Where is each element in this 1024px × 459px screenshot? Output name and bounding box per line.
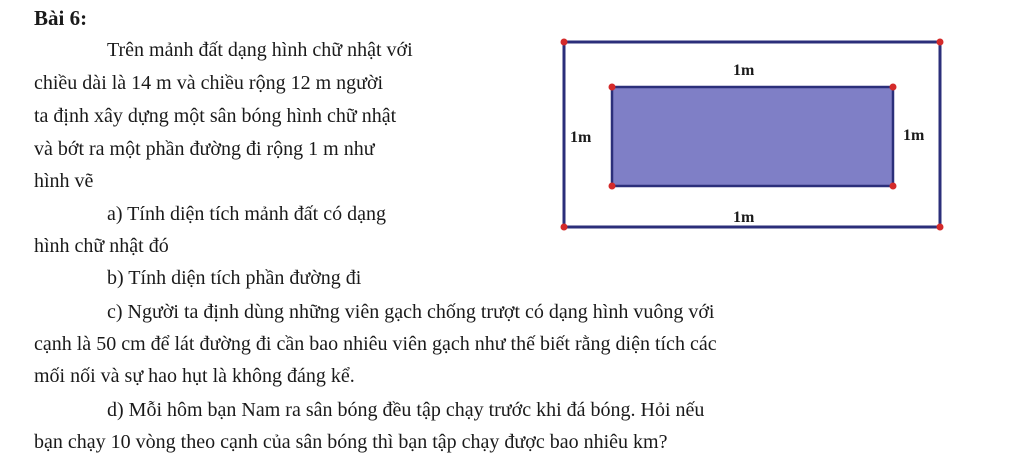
question-c-line-3: mối nối và sự hao hụt là không đáng kể. (34, 365, 355, 387)
inner-corner-point-br (890, 183, 897, 190)
text-line-3: ta định xây dựng một sân bóng hình chữ nhật (34, 105, 397, 127)
question-a-line-2: hình chữ nhật đó (34, 235, 169, 257)
label-top-width: 1m (733, 62, 755, 79)
text-line-5: hình vẽ (34, 170, 94, 192)
outer-corner-point-tr (937, 39, 944, 46)
question-b: b) Tính diện tích phần đường đi (107, 267, 362, 289)
outer-corner-point-tl (561, 39, 568, 46)
text-line-4: và bớt ra một phần đường đi rộng 1 m như (34, 138, 375, 160)
inner-corner-point-tl (609, 84, 616, 91)
text-line-1: Trên mảnh đất dạng hình chữ nhật với (107, 39, 413, 61)
inner-corner-point-tr (890, 84, 897, 91)
label-left-width: 1m (570, 129, 592, 146)
label-bottom-width: 1m (733, 209, 755, 226)
question-d-line-1: d) Mỗi hôm bạn Nam ra sân bóng đều tập chạy trước khi đá bóng. Hỏi nếu (107, 399, 705, 421)
exercise-heading: Bài 6: (34, 6, 88, 30)
outer-corner-point-bl (561, 224, 568, 231)
question-d-line-2: bạn chạy 10 vòng theo cạnh của sân bóng thì bạn tập chạy được bao nhiêu km? (34, 431, 668, 453)
inner-field-rectangle (612, 87, 893, 186)
inner-corner-point-bl (609, 183, 616, 190)
text-line-2: chiều dài là 14 m và chiều rộng 12 m người (34, 72, 384, 94)
question-c-line-2: cạnh là 50 cm để lát đường đi cần bao nhiêu viên gạch như thế biết rằng diện tích các (34, 333, 717, 355)
question-a-line-1: a) Tính diện tích mảnh đất có dạng (107, 203, 386, 225)
field-diagram-svg (555, 32, 955, 237)
label-right-width: 1m (903, 127, 925, 144)
question-c-line-1: c) Người ta định dùng những viên gạch chống trượt có dạng hình vuông với (107, 301, 715, 323)
field-diagram (555, 32, 955, 237)
outer-corner-point-br (937, 224, 944, 231)
